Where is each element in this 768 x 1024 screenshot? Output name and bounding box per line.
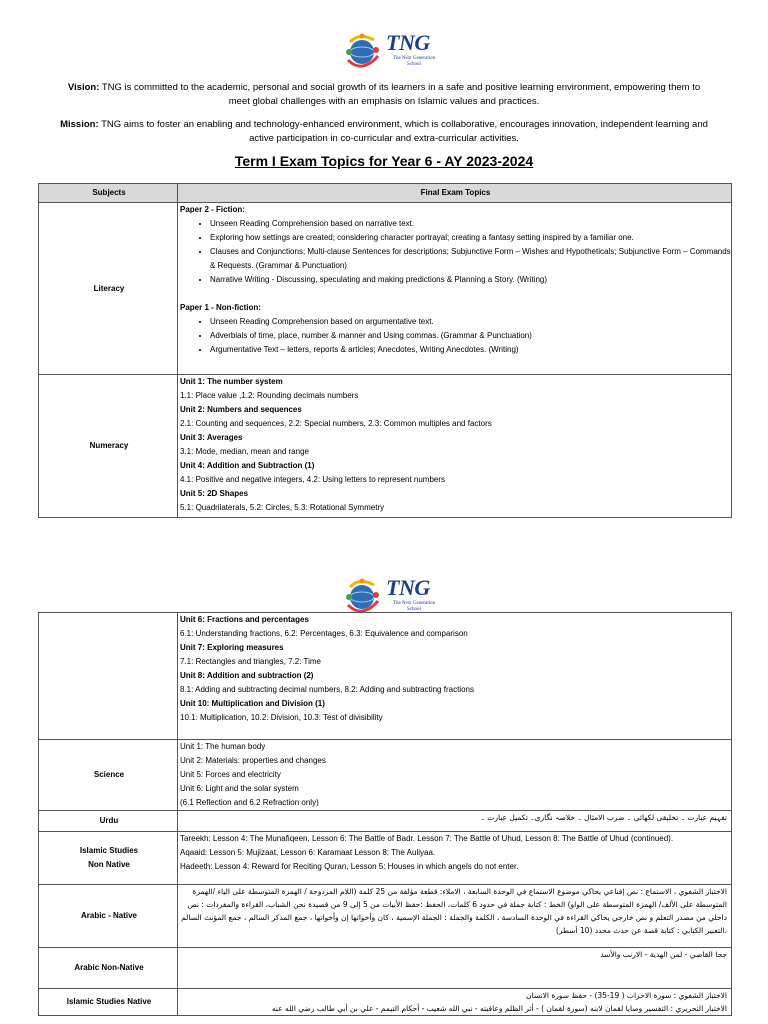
islamic-non-native-topics [178, 832, 732, 885]
subject-islamic-studies-non-native [39, 832, 178, 885]
logo-name: TNG [386, 30, 430, 55]
list-item: • Argumentative Text – letters, reports & articles; Anecdotes, Writing Anecdotes. (Writing) [210, 343, 731, 357]
arabic-non-native-topics: جحا القاضي - لمن الهدية - الارنب والأسد [178, 948, 732, 989]
islamic-native-line: الاختبار التحريري : التفسير وصايا لقمان لابنه (سورة لقمان ) - أثر الظلم وعاقبته - نبي الله شعيب - أحكام التيمم - علي بن أبي طالب رضي الله عنه [271, 1004, 727, 1013]
vision-statement [60, 81, 708, 109]
list-item: • Clauses and Conjunctions; Multi-clause Sentences for descriptions; Subjunctive Form – Wishes and Hypotheticals; Subjunctive Form – Commands & Requests. (Grammar & Punctuation) [210, 245, 731, 273]
subject-science: Science [39, 740, 178, 811]
numeracy-line: Unit 7: Exploring measures [180, 643, 284, 652]
numeracy-line: Unit 8: Addition and subtraction (2) [180, 671, 314, 680]
subject-urdu: Urdu [39, 811, 178, 832]
list-item: • Exploring how settings are created; considering character portrayal; creating a fantasy setting inspired by a familiar one. [210, 231, 731, 245]
table-row [39, 740, 732, 811]
table-header-row [39, 184, 732, 203]
subject-line: Islamic Studies [79, 846, 139, 855]
numeracy-line: Unit 3: Averages [180, 433, 243, 442]
paper2-title: Paper 2 - Fiction: [180, 205, 245, 214]
numeracy-line: Unit 4: Addition and Subtraction (1) [180, 461, 315, 470]
mission-statement [60, 118, 708, 146]
numeracy-line: 7.1: Rectangles and triangles, 7.2: Time [180, 657, 321, 666]
subject-islamic-studies-native: Islamic Studies Native [39, 989, 178, 1016]
numeracy-line: 8.1: Adding and subtracting decimal numbers, 8.2: Adding and subtracting fractions [180, 685, 474, 694]
numeracy-topics [178, 375, 732, 518]
exam-topics-table-page2 [38, 612, 732, 1016]
numeracy-line: 5.1: Quadrilaterals, 5.2: Circles, 5.3: Rotational Symmetry [180, 503, 385, 512]
science-line: Unit 2: Materials: properties and changes [180, 756, 326, 765]
numeracy-line: 4.1: Positive and negative integers, 4.2: Using letters to represent numbers [180, 475, 446, 484]
table-row [39, 832, 732, 885]
list-item: • Unseen Reading Comprehension based on narrative text. [210, 217, 731, 231]
science-line: (6.1 Reflection and 6.2 Refraction only) [180, 798, 319, 807]
table-row [39, 989, 732, 1016]
subject-arabic-non-native: Arabic Non-Native [39, 948, 178, 989]
science-topics [178, 740, 732, 811]
exam-topics-table-page1 [38, 183, 732, 518]
table-row [39, 613, 732, 740]
science-line: Unit 5: Forces and electricity [180, 770, 281, 779]
paper2-list [180, 217, 731, 287]
numeracy-line: 6.1: Understanding fractions, 6.2: Percentages, 6.3: Equivalence and comparison [180, 629, 468, 638]
numeracy-line: Unit 10: Multiplication and Division (1) [180, 699, 325, 708]
numeracy-line: 2.1: Counting and sequences, 2.2: Special numbers, 2.3: Common multiples and factors [180, 419, 492, 428]
subject-literacy: Literacy [39, 203, 178, 375]
logo-subtitle: The Next Generation School [392, 56, 436, 67]
numeracy-line: 10.1: Multiplication, 10.2: Division, 10.3: Test of divisibility [180, 713, 383, 722]
islamic-line: Aqaaid: Lesson 5: Mujizaat, Lesson 6: Karamaat Lesson 8: The Auliyaa. [180, 848, 436, 857]
science-line: Unit 6: Light and the solar system [180, 784, 299, 793]
urdu-topics: تفہیم عبارت ۔ تخلیقی لکھائی ۔ ضرب الامثال ۔ خلاصہ نگاری۔ تکمیل عبارت ۔ [178, 811, 732, 832]
table-row [39, 375, 732, 518]
mission-label: Mission: [60, 119, 99, 130]
table-row [39, 885, 732, 948]
vision-label: Vision: [67, 82, 100, 93]
numeracy-line: Unit 5: 2D Shapes [180, 489, 249, 498]
arabic-native-topics: الاختبار الشفوي ، الاستماع : نص إقناعي يحاكي موضوع الاستماع في الوحدة السابعة ، الاملاء: قطعة مؤلفة من 25 كلمة (اللام المزدوجة / الهمزة المتوسطة على الياء /الهمزة المتوسطة على الألف/ الهمزة المتوسطة على الواو) الخط : كتابة جملة في حدود 6 كلمات، الحفظ :حفظ الأبيات من 5 إلى 9 من قصيدة نحن الشباب، القراءة والمفردات : نص داخلي من مصدر التعلم و نص خارجي يحاكي القراءة في الوحدة السادسة ، الكلمة والجملة : الجملة الإسمية ، كان وأخواتها إن وأخواتها ، جمع المذكر السالم ، جمع المؤنث السالم ،التعبير الكتابي : كتابة قصة عن حدث محدد (10 أسطر) [178, 885, 732, 948]
islamic-native-topics [178, 989, 732, 1016]
numeracy-line: Unit 1: The number system [180, 377, 283, 386]
globe-logo-icon [340, 30, 386, 74]
science-line: Unit 1: The human body [180, 742, 266, 751]
numeracy-line: Unit 6: Fractions and percentages [180, 615, 309, 624]
table-row [39, 811, 732, 832]
paper1-list [180, 315, 731, 357]
subject-arabic-native: Arabic - Native [39, 885, 178, 948]
subject-numeracy-continued [39, 613, 178, 740]
mission-text: TNG aims to foster an enabling and technology-enhanced environment, which is collaborative, encourages innovation, independent learning and active participation in co-curricular and extra-curricular activities. [101, 119, 708, 144]
paper1-title: Paper 1 - Non-fiction: [180, 303, 261, 312]
islamic-line: Hadeeth: Lesson 4: Reward for Reciting Quran, Lesson 5: Houses in which angels do not enter. [180, 862, 519, 871]
numeracy-line: 3.1: Mode, median, mean and range [180, 447, 309, 456]
topics-header: Final Exam Topics [178, 184, 732, 203]
subjects-header: Subjects [39, 184, 178, 203]
islamic-line: Tareekh: Lesson 4: The Munafiqeen, Lesson 6: The Battle of Badr. Lesson 7: The Battle of Uhud, Lesson 8: The Battle of Uhud (continued). [180, 834, 674, 843]
subject-numeracy: Numeracy [39, 375, 178, 518]
islamic-native-line: الاختبار الشفوي : سورة الاحزاب ( 19-35) - حفظ سورة الانسان [526, 991, 727, 1000]
page-title: Term I Exam Topics for Year 6 - AY 2023-2024 [234, 153, 534, 169]
table-row [39, 203, 732, 375]
numeracy-line: 1.1: Place value ,1.2: Rounding decimals numbers [180, 391, 359, 400]
list-item: • Unseen Reading Comprehension based on argumentative text. [210, 315, 731, 329]
vision-text: TNG is committed to the academic, personal and social growth of its learners in a safe and positive learning environment, empowering them to meet global challenges with an emphasis on Islamic values and practices. [101, 82, 701, 107]
literacy-topics [178, 203, 732, 375]
numeracy-line: Unit 2: Numbers and sequences [180, 405, 302, 414]
school-logo [340, 30, 440, 74]
subject-line: Non Native [88, 860, 130, 869]
logo-name: TNG [386, 575, 430, 600]
table-row [39, 948, 732, 989]
logo-subtitle: The Next Generation School [392, 601, 436, 612]
list-item: • Adverbials of time, place, number & manner and Using commas. (Grammar & Punctuation) [210, 329, 731, 343]
list-item: • Narrative Writing - Discussing, speculating and making predictions & Planning a Story. (Writing) [210, 273, 731, 287]
numeracy-topics-continued [178, 613, 732, 740]
